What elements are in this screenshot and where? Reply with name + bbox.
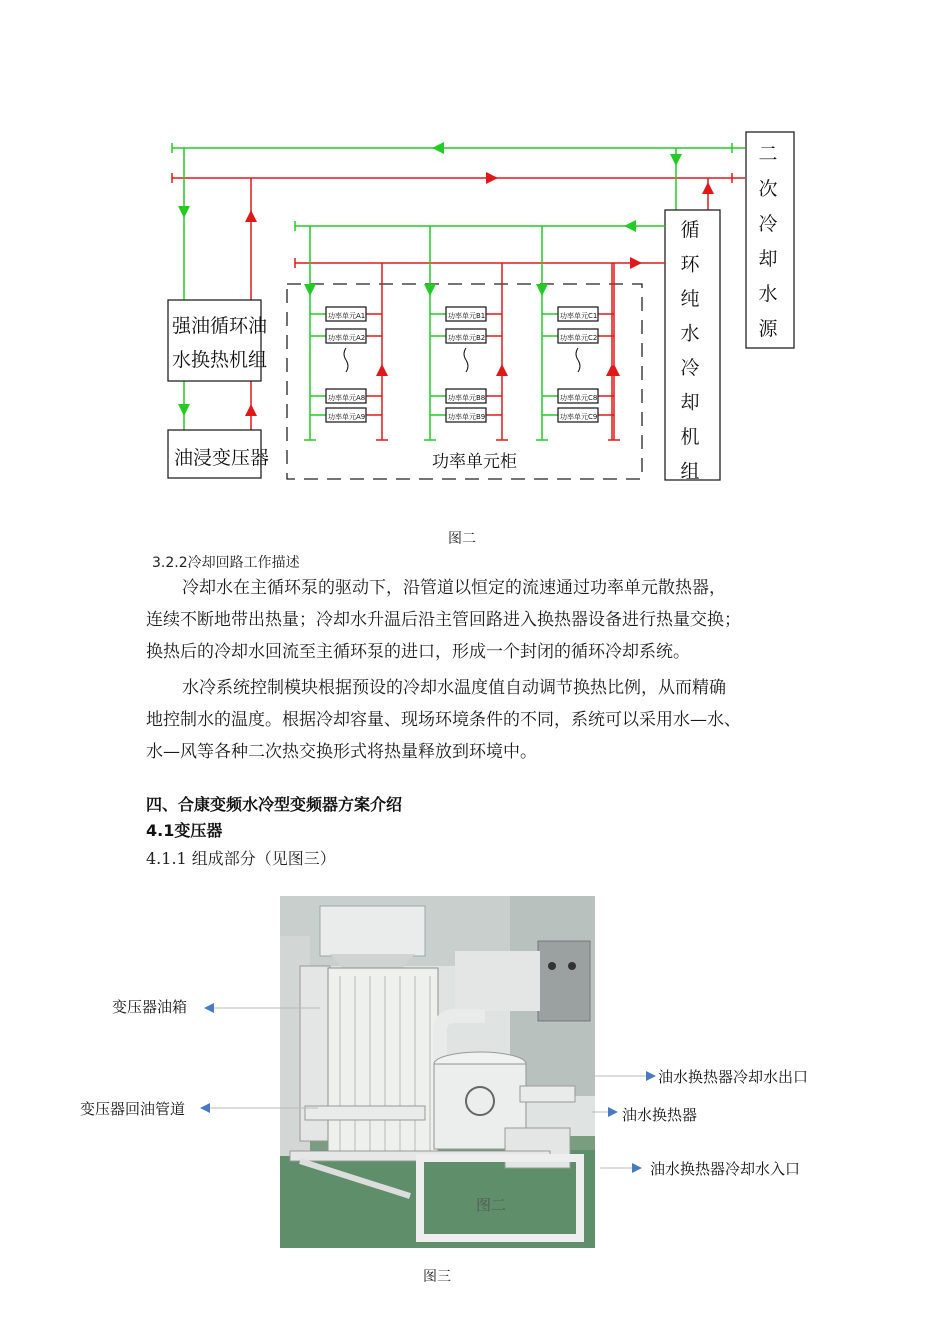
power-unit-功率单元A9: 功率单元A9 [328, 413, 366, 421]
callout-cooling-water-inlet: 油水换热器冷却水入口 [650, 1160, 801, 1178]
arrow-to-transformer [178, 404, 190, 416]
figure3-caption: 图三 [423, 1269, 451, 1285]
arrow-pure-supply [670, 154, 682, 166]
pure-water-label-char-1: 环 [680, 253, 700, 276]
power-unit-功率单元C8: 功率单元C8 [560, 394, 598, 402]
heading-4: 四、合康变频水冷型变频器方案介绍 [146, 795, 403, 814]
arrow-from-transformer [245, 404, 257, 416]
power-unit-功率单元B2: 功率单元B2 [448, 334, 486, 342]
power-unit-功率单元C2: 功率单元C2 [560, 334, 598, 342]
arrow-col-supply-C [536, 284, 548, 296]
callout-cooling-water-outlet: 油水换热器冷却水出口 [658, 1068, 809, 1086]
arrow-col-return-B [496, 364, 508, 376]
p1-line-1: 冷却水在主循环泵的驱动下，沿管道以恒定的流速通过功率单元散热器， [182, 578, 726, 598]
power-unit-功率单元A2: 功率单元A2 [328, 334, 366, 342]
oil-unit-label-1: 强油循环油 [172, 315, 268, 337]
transformer-photo [280, 896, 595, 1248]
arrow-branch-supply [624, 220, 636, 232]
secondary-label-char-0: 二 [758, 143, 778, 165]
arrow-col-supply-A [304, 284, 316, 296]
power-unit-功率单元A1: 功率单元A1 [328, 312, 366, 320]
transformer-label: 油浸变压器 [174, 447, 270, 469]
cooling-loop-diagram [0, 0, 950, 520]
heading-4-1-1: 4.1.1 组成部分（见图三） [146, 849, 336, 868]
p1-line-2: 连续不断地带出热量；冷却水升温后沿主管回路进入换热器设备进行热量交换； [146, 610, 741, 630]
power-unit-功率单元B8: 功率单元B8 [448, 394, 486, 402]
power-unit-功率单元A8: 功率单元A8 [328, 394, 366, 402]
section-3-2-2-title: 3.2.2冷却回路工作描述 [152, 555, 300, 571]
ellipsis-C [576, 348, 580, 372]
arrow-col-supply-B [424, 284, 436, 296]
figure2-caption: 图二 [448, 531, 476, 547]
paragraph-1 [146, 572, 741, 668]
oil-unit-label-2: 水换热机组 [172, 349, 268, 371]
arrow-pure-return [702, 182, 714, 194]
pure-water-label-char-3: 水 [680, 322, 700, 345]
pure-water-label-char-6: 机 [680, 426, 700, 448]
power-unit-功率单元B9: 功率单元B9 [448, 413, 486, 421]
power-unit-功率单元C1: 功率单元C1 [560, 312, 598, 320]
power-unit-功率单元C9: 功率单元C9 [560, 413, 598, 421]
p2-line-3: 水—风等各种二次热交换形式将热量释放到环境中。 [146, 742, 537, 762]
power-unit-功率单元B1: 功率单元B1 [448, 312, 486, 320]
paragraph-2 [146, 672, 741, 768]
secondary-label-char-3: 却 [758, 248, 778, 270]
secondary-label-char-5: 源 [758, 318, 778, 340]
arrow-branch-return [630, 257, 642, 269]
ellipsis-A [344, 348, 348, 372]
p1-line-3: 换热后的冷却水回流至主循环泵的进口，形成一个封闭的循环冷却系统。 [146, 642, 690, 662]
p2-line-2: 地控制水的温度。根据冷却容量、现场环境条件的不同，系统可以采用水—水、 [146, 710, 741, 730]
secondary-label-char-4: 水 [758, 283, 778, 305]
pure-water-label-char-5: 却 [680, 391, 700, 414]
callout-heat-exchanger: 油水换热器 [622, 1106, 698, 1124]
pure-water-label-char-7: 组 [680, 460, 700, 483]
arrow-col-return-A [376, 364, 388, 376]
callout-oil-return: 变压器回油管道 [80, 1100, 186, 1118]
transformer-illustration [280, 896, 595, 1248]
heading-4-1: 4.1变压器 [146, 821, 223, 840]
pure-water-label-char-4: 冷 [680, 357, 700, 379]
ellipsis-B [464, 348, 468, 372]
arrow-oil-return [245, 210, 257, 222]
pure-water-label-char-2: 纯 [680, 288, 700, 310]
arrow-oil-supply [178, 206, 190, 218]
cabinet-label: 功率单元柜 [432, 452, 517, 472]
secondary-label-char-2: 冷 [758, 213, 778, 235]
pure-water-label-char-0: 循 [680, 219, 700, 241]
photo-inner-caption: 图二 [476, 1196, 507, 1214]
p2-line-1: 水冷系统控制模块根据预设的冷却水温度值自动调节换热比例，从而精确 [182, 678, 726, 698]
callout-oil-tank: 变压器油箱 [112, 998, 188, 1016]
supply-arrow-top [432, 142, 444, 154]
return-arrow-top [486, 172, 498, 184]
secondary-label-char-1: 次 [758, 178, 778, 200]
